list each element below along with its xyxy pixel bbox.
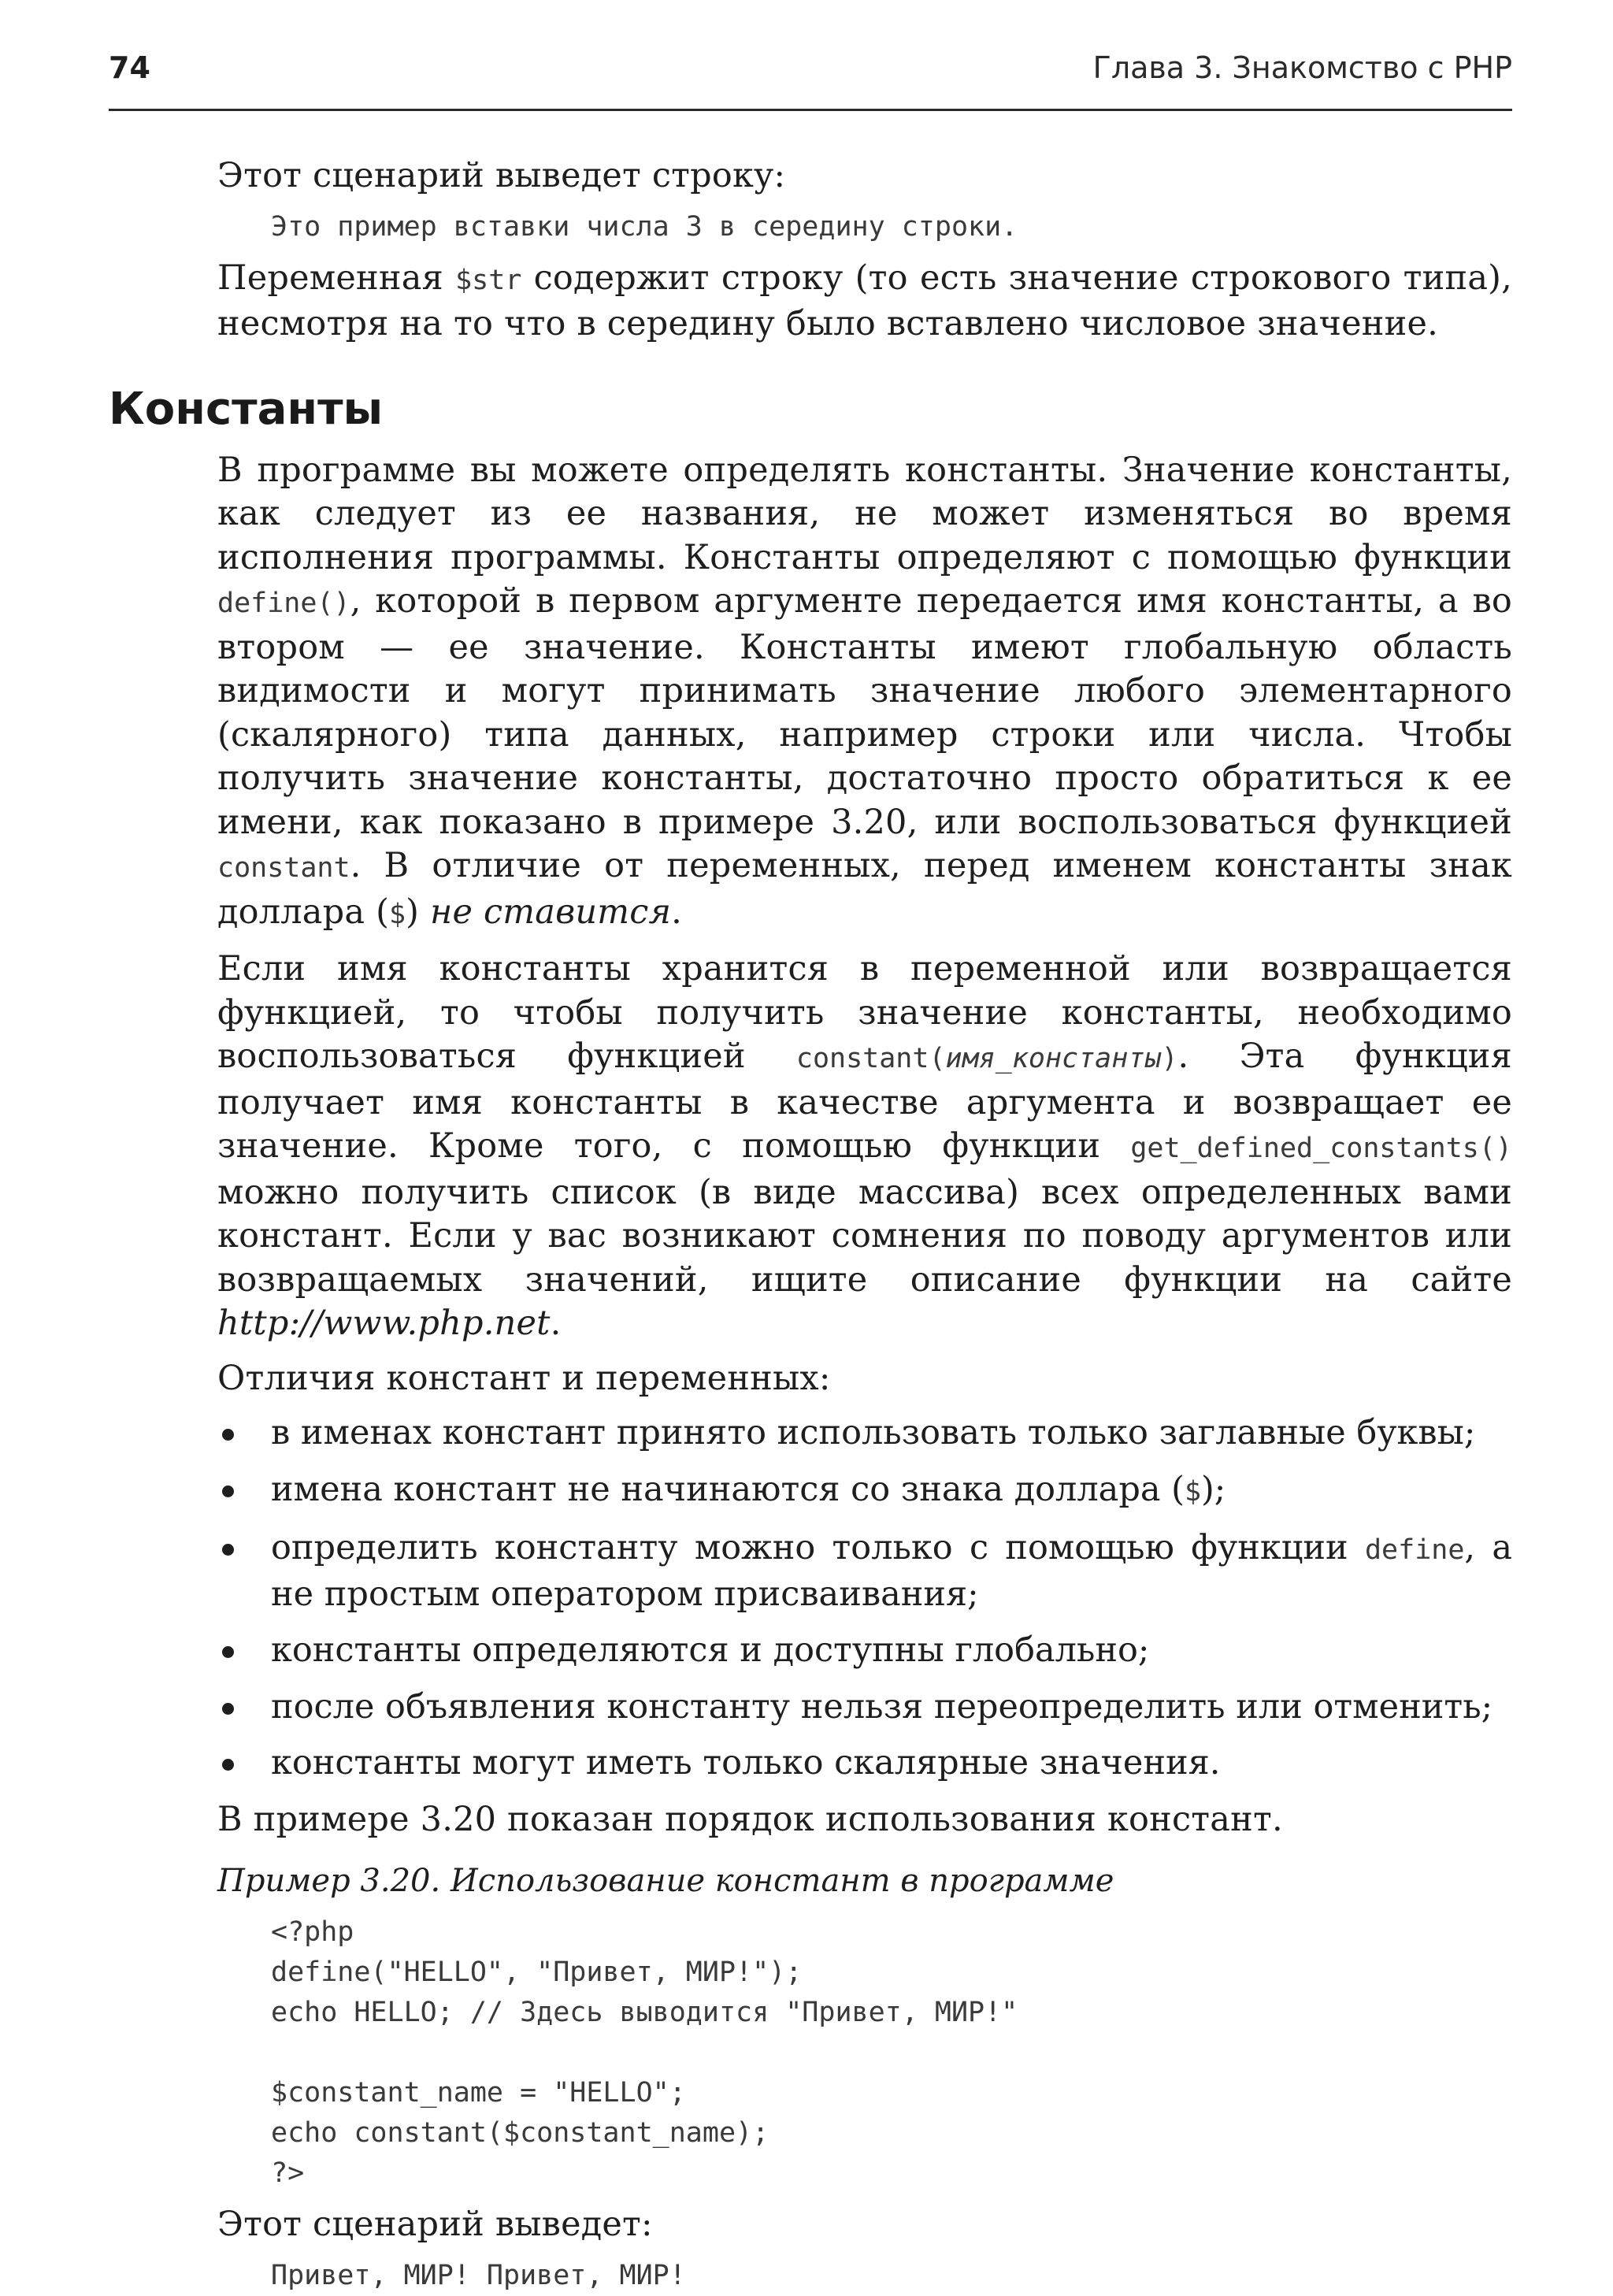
inline-code: define() <box>217 588 350 619</box>
inline-code: define <box>1364 1534 1465 1566</box>
text-run: . Эта функция получает имя константы в качестве аргумента и возвращает ее значение. Кроме того, с помощью функции <box>217 1037 1512 1166</box>
inline-code: constant <box>217 852 350 884</box>
inline-code <box>796 1043 1178 1074</box>
code-line: echo HELLO; // Здесь выводится "Привет, МИР!" <box>271 1997 1018 2028</box>
bullet-icon <box>222 1544 234 1556</box>
emphasis: не ставится <box>429 892 672 932</box>
text-run: , которой в первом аргументе передается имя константы, а во втором — ее значение. Константы имеют глобальную область видимости и могут принимать значение любого элементарного (скалярного) типа данных, например строки или числа. Чтобы получить значение константы, достаточно просто обратиться к ее имени, как показано в примере 3.20, или воспользоваться функцией <box>217 581 1512 842</box>
intro-paragraph-2 <box>217 257 1512 347</box>
list-item-text: после объявления константу нельзя переопределить или отменить; <box>271 1686 1493 1727</box>
text-run: В программе вы можете определять константы. Значение константы, как следует из ее названия, не может изменяться во время исполнения программы. Константы определяют с помощью функции <box>217 450 1512 577</box>
list-item-text: ); <box>1201 1469 1226 1509</box>
result-label: Этот сценарий выведет: <box>217 2205 653 2244</box>
bullet-icon <box>222 1429 234 1441</box>
inline-code: $str <box>455 264 522 296</box>
running-title: Глава 3. Знакомство с PHP <box>1092 50 1512 85</box>
code-run: constant( <box>795 1043 946 1074</box>
code-run: ) <box>1161 1043 1178 1074</box>
result-output: Привет, МИР! Привет, МИР! <box>271 2259 686 2291</box>
bullet-icon <box>222 1646 234 1658</box>
page-number: 74 <box>109 50 150 85</box>
list-item <box>217 1629 1512 1673</box>
list-item <box>217 1526 1512 1616</box>
list-item <box>217 1411 1512 1456</box>
differences-list <box>217 1411 1512 1786</box>
url-link: http://www.php.net <box>217 1304 551 1343</box>
text-run: можно получить список (в виде массива) всех определенных вами констант. Если у вас возникают сомнения по поводу аргументов или возвращаемых значений, ищите описание функции на сайте <box>217 1172 1512 1300</box>
section-heading: Константы <box>109 383 384 435</box>
text-run: . <box>550 1304 562 1343</box>
inline-code: $ <box>389 898 406 930</box>
code-line: ?> <box>271 2157 305 2189</box>
code-placeholder: имя_константы <box>945 1043 1162 1074</box>
text-run: Если имя константы хранится в переменной или возвращается функцией, то чтобы получить значение константы, необходимо воспользоваться функцией <box>217 949 1512 1076</box>
list-item-text: константы определяются и доступны глобально; <box>271 1630 1150 1670</box>
bullet-icon <box>222 1703 234 1715</box>
list-item <box>217 1686 1512 1730</box>
list-item-text: имена констант не начинаются со знака доллара ( <box>271 1469 1185 1509</box>
code-listing <box>271 1912 1512 2194</box>
inline-code: get_defined_constants() <box>1130 1133 1512 1164</box>
code-line: echo constant($constant_name); <box>271 2117 769 2149</box>
differences-intro: Отличия констант и переменных: <box>217 1358 831 1398</box>
list-item <box>217 1741 1512 1786</box>
page-body <box>109 154 1513 2296</box>
example-intro: В примере 3.20 показан порядок использования констант. <box>217 1799 1283 1839</box>
intro-paragraph: Этот сценарий выведет строку: <box>217 156 786 195</box>
code-line: $constant_name = "HELLO"; <box>271 2077 686 2109</box>
bullet-icon <box>222 1486 234 1497</box>
list-item <box>217 1468 1512 1515</box>
output-line: Это пример вставки числа 3 в середину строки. <box>271 210 1018 243</box>
list-item-text: константы могут иметь только скалярные значения. <box>271 1743 1221 1782</box>
inline-code: $ <box>1184 1475 1202 1508</box>
bullet-icon <box>222 1759 234 1771</box>
code-line: define("HELLO", "Привет, МИР!"); <box>271 1957 803 1988</box>
list-item-text: , а не простым оператором присваивания; <box>271 1528 1512 1614</box>
text-run: . <box>671 892 683 932</box>
code-line <box>271 2033 1512 2073</box>
list-item-text: определить константу можно только с помощью функции <box>271 1528 1365 1567</box>
page-header <box>109 46 1512 111</box>
text-run: ) <box>406 892 430 932</box>
text-run: содержит строку (то есть значение строкового типа), несмотря на то что в середину было вставлено числовое значение. <box>217 258 1513 343</box>
constants-paragraph-1 <box>217 449 1512 937</box>
example-caption: Пример 3.20. Использование констант в программе <box>217 1863 1114 1899</box>
text-run: . В отличие от переменных, перед именем константы знак доллара ( <box>217 846 1512 932</box>
text-run: Переменная <box>217 258 456 298</box>
list-item-text: в именах констант принято использовать только заглавные буквы; <box>271 1413 1476 1452</box>
constants-paragraph-2 <box>217 948 1512 1346</box>
code-line: <?php <box>271 1916 354 1948</box>
